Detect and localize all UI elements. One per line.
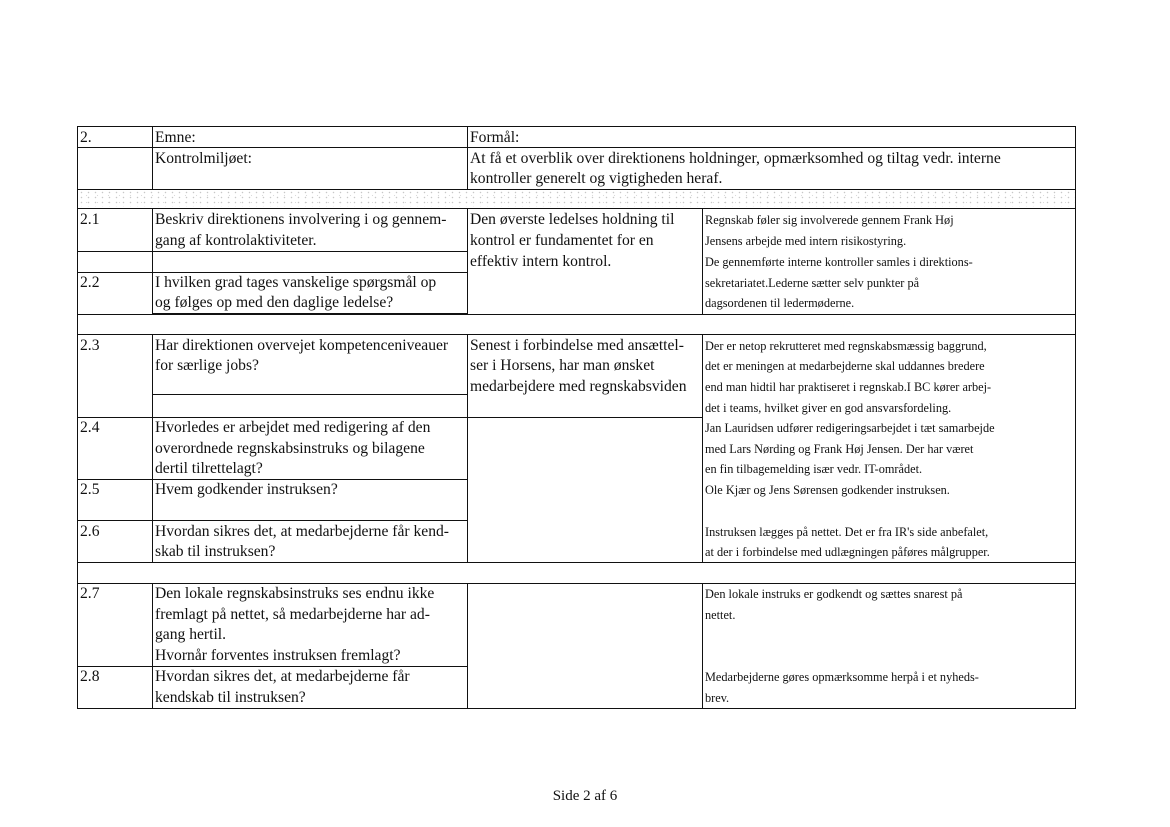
table-rule — [702, 208, 703, 314]
emne-value: Kontrolmiljøet: — [155, 150, 253, 167]
question-line: skab til instruksen? — [155, 543, 276, 560]
question-line: Hvornår forventes instruksen fremlagt? — [155, 647, 401, 664]
question-line: gang hertil. — [155, 626, 227, 643]
question-line: I hvilken grad tages vanskelige spørgsmål op — [155, 274, 437, 291]
table-rule — [467, 126, 468, 189]
table-rule — [77, 314, 1076, 315]
table-rule — [77, 208, 1076, 209]
question-line: Har direktionen overvejet kompetenceniveauer — [155, 337, 449, 354]
row-number: 2.6 — [80, 523, 100, 540]
row-number: 2.7 — [80, 585, 100, 602]
answer-line: brev. — [705, 691, 730, 705]
question-line: kendskab til instruksen? — [155, 689, 306, 706]
formaal-line: At få et overblik over direktionens holdninger, opmærksomhed og tiltag vedr. interne — [470, 150, 1001, 167]
row-number: 2.1 — [80, 211, 100, 228]
answer-line: Jensens arbejde med intern risikostyring. — [705, 234, 907, 248]
purpose-line: Den øverste ledelses holdning til — [470, 211, 675, 228]
question-line: dertil tilrettelagt? — [155, 460, 263, 477]
answer-line: nettet. — [705, 608, 736, 622]
question-line: Hvordan sikres det, at medarbejderne får kend- — [155, 523, 449, 540]
table-rule — [467, 583, 468, 709]
answer-line: med Lars Nørding og Frank Høj Jensen. Der har været — [705, 442, 974, 456]
answer-line: Jan Lauridsen udfører redigeringsarbejdet i tæt samarbejde — [705, 421, 995, 435]
table-rule — [702, 583, 703, 709]
page-number: Side 2 af 6 — [552, 788, 618, 804]
table-rule — [467, 208, 468, 314]
answer-line: dagsordenen til ledermøderne. — [705, 296, 855, 310]
answer-line: De gennemførte interne kontroller samles i direktions- — [705, 255, 973, 269]
section-number: 2. — [80, 129, 92, 146]
answer-line: end man hidtil har praktiseret i regnskab.I BC kører arbej- — [705, 380, 992, 394]
answer-line: en fin tilbagemelding især vedr. IT-området. — [705, 462, 923, 476]
purpose-line: effektiv intern kontrol. — [470, 253, 612, 270]
table-rule — [152, 126, 153, 189]
row-number: 2.8 — [80, 668, 100, 685]
answer-line: Medarbejderne gøres opmærksomme herpå i et nyheds- — [705, 670, 979, 684]
question-line: fremlagt på nettet, så medarbejderne har ad- — [155, 606, 430, 623]
question-line: Den lokale regnskabsinstruks ses endnu ikke — [155, 585, 435, 602]
question-line: Hvordan sikres det, at medarbejderne får — [155, 668, 410, 685]
question-line: gang af kontrolaktiviteter. — [155, 232, 317, 249]
question-line: overordnede regnskabsinstruks og bilagene — [155, 440, 425, 457]
answer-line: Regnskab føler sig involverede gennem Frank Høj — [705, 213, 954, 227]
table-rule — [77, 147, 1076, 148]
question-line: og følges op med den daglige ledelse? — [155, 294, 394, 311]
answer-line: Ole Kjær og Jens Sørensen godkender instruksen. — [705, 483, 950, 497]
table-rule — [702, 334, 703, 562]
question-line: for særlige jobs? — [155, 357, 259, 374]
answer-line: Der er netop rekrutteret med regnskabsmæssig baggrund, — [705, 339, 987, 353]
question-line: Hvorledes er arbejdet med redigering af den — [155, 419, 431, 436]
formaal-label: Formål: — [470, 129, 520, 146]
answer-line: at der i forbindelse med udlægningen påføres målgrupper. — [705, 545, 990, 559]
row-number: 2.2 — [80, 274, 100, 291]
row-number: 2.5 — [80, 481, 100, 498]
table-rule — [152, 334, 153, 562]
question-line: Hvem godkender instruksen? — [155, 481, 338, 498]
table-rule — [152, 583, 153, 709]
answer-line: sekretariatet.Lederne sætter selv punkter på — [705, 276, 920, 290]
purpose-line: kontrol er fundamentet for en — [470, 232, 654, 249]
answer-line: det i teams, hvilket giver en god ansvarsfordeling. — [705, 401, 952, 415]
table-rule — [152, 394, 467, 395]
table-rule — [152, 208, 153, 314]
table-rule — [77, 334, 1076, 335]
question-line: Beskriv direktionens involvering i og gennem- — [155, 211, 447, 228]
row-number: 2.4 — [80, 419, 100, 436]
answer-line: det er meningen at medarbejderne skal uddannes bredere — [705, 359, 985, 373]
purpose-line: medarbejdere med regnskabsviden — [470, 378, 687, 395]
answer-line: Den lokale instruks er godkendt og sættes snarest på — [705, 587, 963, 601]
emne-label: Emne: — [155, 129, 196, 146]
shaded-separator — [78, 190, 1075, 207]
purpose-line: Senest i forbindelse med ansættel- — [470, 337, 684, 354]
purpose-line: ser i Horsens, har man ønsket — [470, 357, 655, 374]
table-rule — [77, 520, 467, 521]
formaal-line: kontroller generelt og vigtigheden heraf. — [470, 170, 723, 187]
row-number: 2.3 — [80, 337, 100, 354]
answer-line: Instruksen lægges på nettet. Det er fra IR's side anbefalet, — [705, 525, 989, 539]
table-rule — [467, 334, 468, 562]
